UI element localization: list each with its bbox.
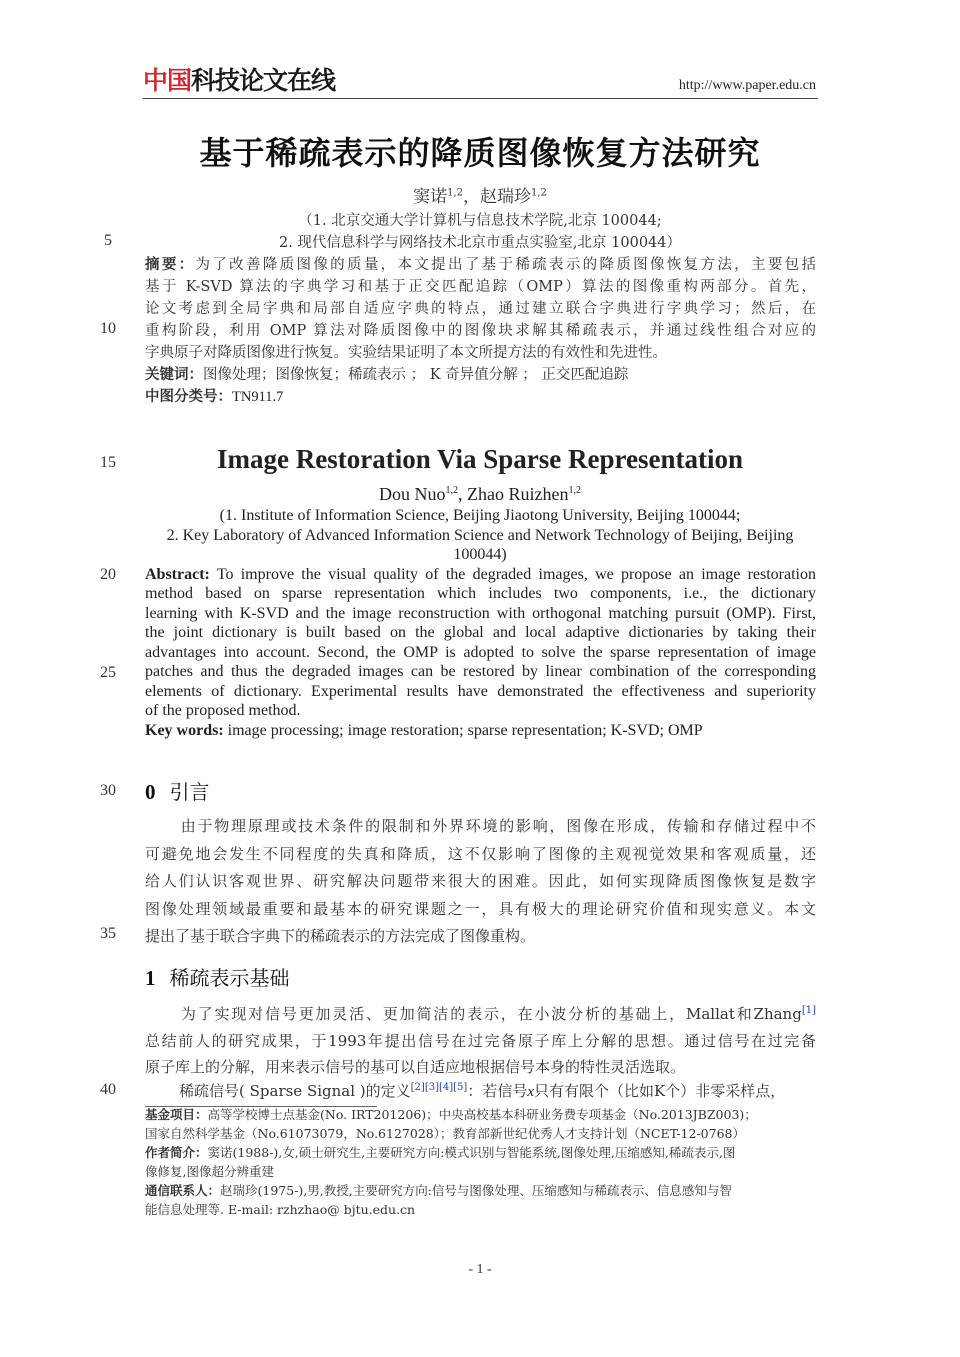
section-1-line-4-a: 稀疏信号( Sparse Signal )的定义 <box>179 1082 411 1100</box>
footnote-author-label: 作者简介： <box>145 1145 208 1160</box>
affiliation-cn-1: （1. 北京交通大学计算机与信息技术学院,北京 100044; <box>298 213 662 229</box>
variable-x: x <box>527 1084 535 1100</box>
abstract-cn-line-3: 论文考虑到全局字典和局部自适应字典的特点，通过建立联合字典进行字典学习；然后，在 <box>145 301 816 317</box>
section-0-line-2: 可避免地会发生不同程度的失真和降质，这不仅影响了图像的主观视觉效果和客观质量，还 <box>145 845 816 863</box>
abstract-cn-line-1 <box>145 253 816 274</box>
footnote-funding-text-1: 高等学校博士点基金(No. IRT201206)；中央高校基本科研业务费专项基金（No.2013JBZ003)； <box>207 1107 757 1122</box>
affiliation-en-3: 100044) <box>453 546 507 563</box>
keywords-cn-label: 关键词： <box>145 366 203 383</box>
author-1-cn: 窦诺 <box>413 187 448 207</box>
logo-red-text: 中国 <box>143 66 192 95</box>
author-sep-en: , <box>458 484 467 504</box>
section-1-line-3: 原子库上的分解，用来表示信号的基可以自适应地根据信号本身的特性灵活选取。 <box>145 1058 686 1076</box>
footnote-funding-label: 基金项目： <box>145 1107 208 1122</box>
keywords-en-text: image processing; image restoration; sparse representation; K-SVD; OMP <box>223 722 703 739</box>
line-number: 10 <box>100 320 116 337</box>
abstract-en-line-5: advantages into account. Second, the OMP is adopted to solve the sparse representation of image <box>145 644 816 661</box>
line-number: 15 <box>100 454 116 471</box>
keywords-cn-text: 图像处理；图像恢复；稀疏表示 ； K 奇异值分解 ； 正交匹配追踪 <box>203 367 629 383</box>
abstract-cn-text: 为了改善降质图像的质量，本文提出了基于稀疏表示的降质图像恢复方法，主要包括 <box>195 257 816 273</box>
clc-text: TN911.7 <box>232 389 284 405</box>
abstract-en-line-4: the joint dictionary is built based on the global and local adaptive dictionaries by taking their <box>145 624 816 641</box>
abstract-cn-line-4: 重构阶段，利用 OMP 算法对降质图像中的图像块求解其稀疏表示，并通过线性组合对应的 <box>145 323 816 339</box>
keywords-cn <box>145 363 628 384</box>
section-1-line-1-text: 为了实现对信号更加灵活、更加简洁的表示，在小波分析的基础上，Mallat和Zhang <box>179 1005 802 1023</box>
clc-label: 中图分类号： <box>145 388 232 405</box>
section-0-line-5: 提出了基于联合字典下的稀疏表示的方法完成了图像重构。 <box>145 927 536 945</box>
section-1-line-4-b: ：若信号 <box>467 1082 528 1100</box>
site-logo <box>143 66 335 96</box>
footnote-contact-line-1 <box>145 1181 732 1199</box>
section-0-number: 0 <box>145 780 156 804</box>
citation-link-2-5[interactable]: [2][3][4][5] <box>410 1082 468 1093</box>
abstract-en-line-7: elements of dictionary. Experimental results have demonstrated the effectiveness and superiority <box>145 683 816 700</box>
section-1-line-2: 总结前人的研究成果，于1993年提出信号在过完备原子库上分解的思想。通过信号在过完备 <box>145 1032 816 1050</box>
abstract-en-line-2: method based on sparse representation which includes two components, i.e., the dictionary <box>145 585 816 602</box>
section-1-line-4-c: 只有有限个（比如K个）非零采样点， <box>534 1082 786 1100</box>
page-header <box>143 66 818 99</box>
abstract-cn-label: 摘要： <box>145 256 196 273</box>
section-1-title: 稀疏表示基础 <box>169 966 290 990</box>
chinese-authors <box>0 182 960 207</box>
footnote-contact-line-2: 能信息处理等. E-mail: rzhzhao@ bjtu.edu.cn <box>145 1202 416 1217</box>
footnote-funding-line-1 <box>145 1105 757 1123</box>
keywords-en <box>145 722 703 740</box>
site-url[interactable]: http://www.paper.edu.cn <box>678 78 816 93</box>
section-0-line-3: 给人们认识客观世界、研究解决问题带来很大的困难。因此，如何实现降质图像恢复是数字 <box>145 872 816 890</box>
section-1-line-1 <box>145 1003 816 1024</box>
author-2-cn: 赵瑞珍 <box>480 187 531 207</box>
section-1-line-4 <box>179 1080 785 1101</box>
keywords-en-label: Key words: <box>145 722 224 739</box>
logo-dark-text: 科技论文在线 <box>191 66 336 95</box>
abstract-en-line-8: of the proposed method. <box>145 702 301 719</box>
abstract-cn-line-5: 字典原子对降质图像进行恢复。实验结果证明了本文所提方法的有效性和先进性。 <box>145 345 667 361</box>
line-number: 30 <box>100 782 116 799</box>
footnote-author-line-2: 像修复,图像超分辨重建 <box>145 1164 274 1179</box>
abstract-en-text: To improve the visual quality of the degraded images, we propose an image restoration <box>209 566 816 583</box>
author-sep-cn: ， <box>463 187 480 207</box>
author-1-en-sup: 1,2 <box>445 485 458 496</box>
line-number: 5 <box>104 232 112 249</box>
line-number: 40 <box>100 1081 116 1098</box>
footnote-author-text-1: 窦诺(1988-),女,硕士研究生,主要研究方向:模式识别与智能系统,图像处理,压缩感知,稀疏表示,图 <box>207 1145 736 1160</box>
page-number: - 1 - <box>468 1262 492 1277</box>
section-1-heading <box>145 962 290 991</box>
author-2-en: Zhao Ruizhen <box>467 484 569 504</box>
line-number: 35 <box>100 925 116 942</box>
abstract-en-line-1 <box>145 566 816 584</box>
clc-number <box>145 385 283 406</box>
citation-link-1[interactable]: [1] <box>801 1005 816 1016</box>
english-authors <box>0 484 960 505</box>
abstract-en-line-6: patches and thus the degraded images can be restored by linear combination of the corresponding <box>145 663 816 680</box>
line-number: 25 <box>100 664 116 681</box>
line-number: 20 <box>100 566 116 583</box>
footnote-contact-text-1: 赵瑞珍(1975-),男,教授,主要研究方向:信号与图像处理、压缩感知与稀疏表示、信息感知与智 <box>220 1183 732 1198</box>
footnote-author-line-1 <box>145 1143 735 1161</box>
affiliation-en-1: (1. Institute of Information Science, Beijing Jiaotong University, Beijing 100044; <box>219 507 741 524</box>
chinese-title: 基于稀疏表示的降质图像恢复方法研究 <box>199 134 761 172</box>
abstract-en-label: Abstract: <box>145 566 210 583</box>
affiliation-en-2: 2. Key Laboratory of Advanced Information Science and Network Technology of Beijing, Beijing <box>166 527 794 544</box>
section-0-title: 引言 <box>169 780 210 804</box>
footnote-contact-label: 通信联系人： <box>145 1183 221 1198</box>
author-1-cn-sup: 1,2 <box>447 187 463 199</box>
section-0-line-1 <box>145 815 816 836</box>
footnote-funding-line-2: 国家自然科学基金（No.61073079，No.6127028）；教育部新世纪优秀人才支持计划（NCET-12-0768） <box>145 1126 745 1141</box>
affiliation-cn-2: 2. 现代信息科学与网络技术北京市重点实验室,北京 100044） <box>278 235 681 251</box>
author-2-cn-sup: 1,2 <box>531 187 547 199</box>
abstract-cn-line-2: 基于 K-SVD 算法的字典学习和基于正交匹配追踪（OMP）算法的图像重构两部分。首先， <box>145 279 816 295</box>
section-0-line-4: 图像处理领域最重要和最基本的研究课题之一，具有极大的理论研究价值和现实意义。本文 <box>145 900 816 918</box>
author-2-en-sup: 1,2 <box>568 485 581 496</box>
section-1-number: 1 <box>145 966 156 990</box>
author-1-en: Dou Nuo <box>379 484 446 504</box>
section-0-heading <box>145 776 210 805</box>
section-0-line-1-text: 由于物理原理或技术条件的限制和外界环境的影响，图像在形成，传输和存储过程中不 <box>179 817 816 835</box>
english-title: Image Restoration Via Sparse Representation <box>217 444 743 474</box>
abstract-en-line-3: learning with K-SVD and the image reconstruction with orthogonal matching pursuit (OMP). First, <box>145 605 816 622</box>
